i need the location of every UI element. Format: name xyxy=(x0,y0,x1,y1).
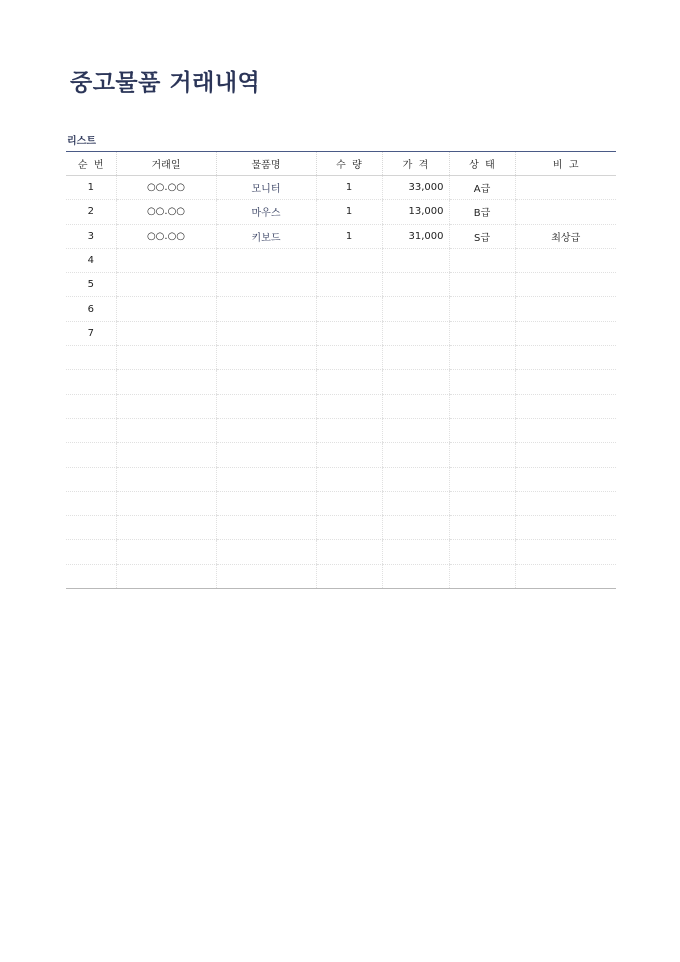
cell-price xyxy=(382,516,449,540)
cell-note xyxy=(515,516,616,540)
cell-price xyxy=(382,540,449,564)
cell-qty xyxy=(316,467,382,491)
cell-price xyxy=(382,248,449,272)
cell-price xyxy=(382,491,449,515)
cell-date xyxy=(116,346,216,370)
cell-qty: 1 xyxy=(316,200,382,224)
cell-status xyxy=(449,540,515,564)
cell-status xyxy=(449,273,515,297)
cell-item: 마우스 xyxy=(216,200,316,224)
cell-qty xyxy=(316,297,382,321)
cell-price xyxy=(382,273,449,297)
cell-qty xyxy=(316,273,382,297)
table-row xyxy=(66,297,616,321)
cell-item: 모니터 xyxy=(216,176,316,200)
cell-no xyxy=(66,564,116,588)
cell-status xyxy=(449,370,515,394)
cell-item xyxy=(216,273,316,297)
cell-note xyxy=(515,394,616,418)
cell-status xyxy=(449,394,515,418)
cell-note xyxy=(515,346,616,370)
cell-no xyxy=(66,394,116,418)
cell-no xyxy=(66,418,116,442)
cell-no: 3 xyxy=(66,224,116,248)
cell-price: 13,000 xyxy=(382,200,449,224)
header-item: 물품명 xyxy=(216,152,316,176)
table-row xyxy=(66,321,616,345)
cell-status: S급 xyxy=(449,224,515,248)
cell-date xyxy=(116,540,216,564)
cell-qty xyxy=(316,418,382,442)
cell-date: ○○.○○ xyxy=(116,200,216,224)
cell-status xyxy=(449,516,515,540)
cell-date xyxy=(116,564,216,588)
cell-price xyxy=(382,394,449,418)
cell-no xyxy=(66,346,116,370)
cell-date xyxy=(116,443,216,467)
cell-qty xyxy=(316,346,382,370)
cell-status xyxy=(449,443,515,467)
cell-date xyxy=(116,394,216,418)
table-row xyxy=(66,273,616,297)
cell-note xyxy=(515,418,616,442)
cell-status xyxy=(449,346,515,370)
cell-note xyxy=(515,370,616,394)
cell-item xyxy=(216,321,316,345)
cell-date: ○○.○○ xyxy=(116,176,216,200)
table-row xyxy=(66,248,616,272)
cell-status xyxy=(449,418,515,442)
header-price: 가 격 xyxy=(382,152,449,176)
cell-note xyxy=(515,297,616,321)
cell-no: 2 xyxy=(66,200,116,224)
cell-note xyxy=(515,443,616,467)
cell-no xyxy=(66,540,116,564)
cell-status xyxy=(449,467,515,491)
cell-no xyxy=(66,491,116,515)
cell-no xyxy=(66,370,116,394)
cell-qty xyxy=(316,540,382,564)
cell-date xyxy=(116,273,216,297)
cell-qty xyxy=(316,248,382,272)
page-title: 중고물품 거래내역 xyxy=(70,70,261,96)
table-row xyxy=(66,443,616,467)
cell-date xyxy=(116,467,216,491)
cell-note xyxy=(515,321,616,345)
cell-item xyxy=(216,516,316,540)
cell-price xyxy=(382,564,449,588)
cell-price xyxy=(382,346,449,370)
cell-price xyxy=(382,370,449,394)
cell-date xyxy=(116,491,216,515)
cell-qty xyxy=(316,370,382,394)
cell-price: 31,000 xyxy=(382,224,449,248)
cell-item xyxy=(216,346,316,370)
table-row xyxy=(66,176,616,200)
cell-price xyxy=(382,418,449,442)
cell-date xyxy=(116,248,216,272)
cell-note: 최상급 xyxy=(515,224,616,248)
table-row xyxy=(66,491,616,515)
header-status: 상 태 xyxy=(449,152,515,176)
cell-date xyxy=(116,297,216,321)
cell-date: ○○.○○ xyxy=(116,224,216,248)
cell-qty: 1 xyxy=(316,224,382,248)
cell-note xyxy=(515,491,616,515)
cell-status xyxy=(449,321,515,345)
cell-note xyxy=(515,273,616,297)
cell-no xyxy=(66,467,116,491)
cell-item xyxy=(216,297,316,321)
cell-no: 7 xyxy=(66,321,116,345)
table-row xyxy=(66,370,616,394)
cell-no xyxy=(66,516,116,540)
cell-status: B급 xyxy=(449,200,515,224)
cell-date xyxy=(116,321,216,345)
cell-qty xyxy=(316,564,382,588)
table-row xyxy=(66,564,616,588)
table-header xyxy=(66,152,616,176)
cell-date xyxy=(116,418,216,442)
cell-qty xyxy=(316,516,382,540)
cell-status xyxy=(449,248,515,272)
cell-no xyxy=(66,443,116,467)
cell-item xyxy=(216,491,316,515)
header-date: 거래일 xyxy=(116,152,216,176)
cell-status xyxy=(449,564,515,588)
table-row xyxy=(66,540,616,564)
cell-status xyxy=(449,297,515,321)
cell-no: 5 xyxy=(66,273,116,297)
cell-qty: 1 xyxy=(316,176,382,200)
table-row xyxy=(66,200,616,224)
table-row xyxy=(66,467,616,491)
table-row xyxy=(66,516,616,540)
cell-note xyxy=(515,248,616,272)
transaction-table xyxy=(66,151,616,589)
cell-qty xyxy=(316,443,382,467)
cell-price xyxy=(382,443,449,467)
cell-date xyxy=(116,516,216,540)
cell-item xyxy=(216,394,316,418)
header-row xyxy=(66,152,616,176)
cell-no: 4 xyxy=(66,248,116,272)
table-row xyxy=(66,346,616,370)
header-no: 순 번 xyxy=(66,152,116,176)
cell-date xyxy=(116,370,216,394)
cell-no: 6 xyxy=(66,297,116,321)
cell-qty xyxy=(316,491,382,515)
cell-item xyxy=(216,564,316,588)
transaction-table-container xyxy=(66,151,616,589)
cell-price xyxy=(382,297,449,321)
cell-note xyxy=(515,467,616,491)
table-row xyxy=(66,394,616,418)
cell-item xyxy=(216,467,316,491)
cell-item xyxy=(216,443,316,467)
cell-qty xyxy=(316,321,382,345)
cell-note xyxy=(515,176,616,200)
cell-price xyxy=(382,467,449,491)
cell-no: 1 xyxy=(66,176,116,200)
table-row xyxy=(66,224,616,248)
cell-note xyxy=(515,200,616,224)
cell-item xyxy=(216,540,316,564)
cell-note xyxy=(515,564,616,588)
cell-price xyxy=(382,321,449,345)
header-qty: 수 량 xyxy=(316,152,382,176)
cell-item: 키보드 xyxy=(216,224,316,248)
cell-status xyxy=(449,491,515,515)
cell-note xyxy=(515,540,616,564)
table-body xyxy=(66,176,616,589)
table-row xyxy=(66,418,616,442)
cell-qty xyxy=(316,394,382,418)
header-note: 비 고 xyxy=(515,152,616,176)
cell-item xyxy=(216,370,316,394)
cell-status: A급 xyxy=(449,176,515,200)
cell-item xyxy=(216,248,316,272)
section-label: 리스트 xyxy=(67,136,96,147)
cell-price: 33,000 xyxy=(382,176,449,200)
cell-item xyxy=(216,418,316,442)
